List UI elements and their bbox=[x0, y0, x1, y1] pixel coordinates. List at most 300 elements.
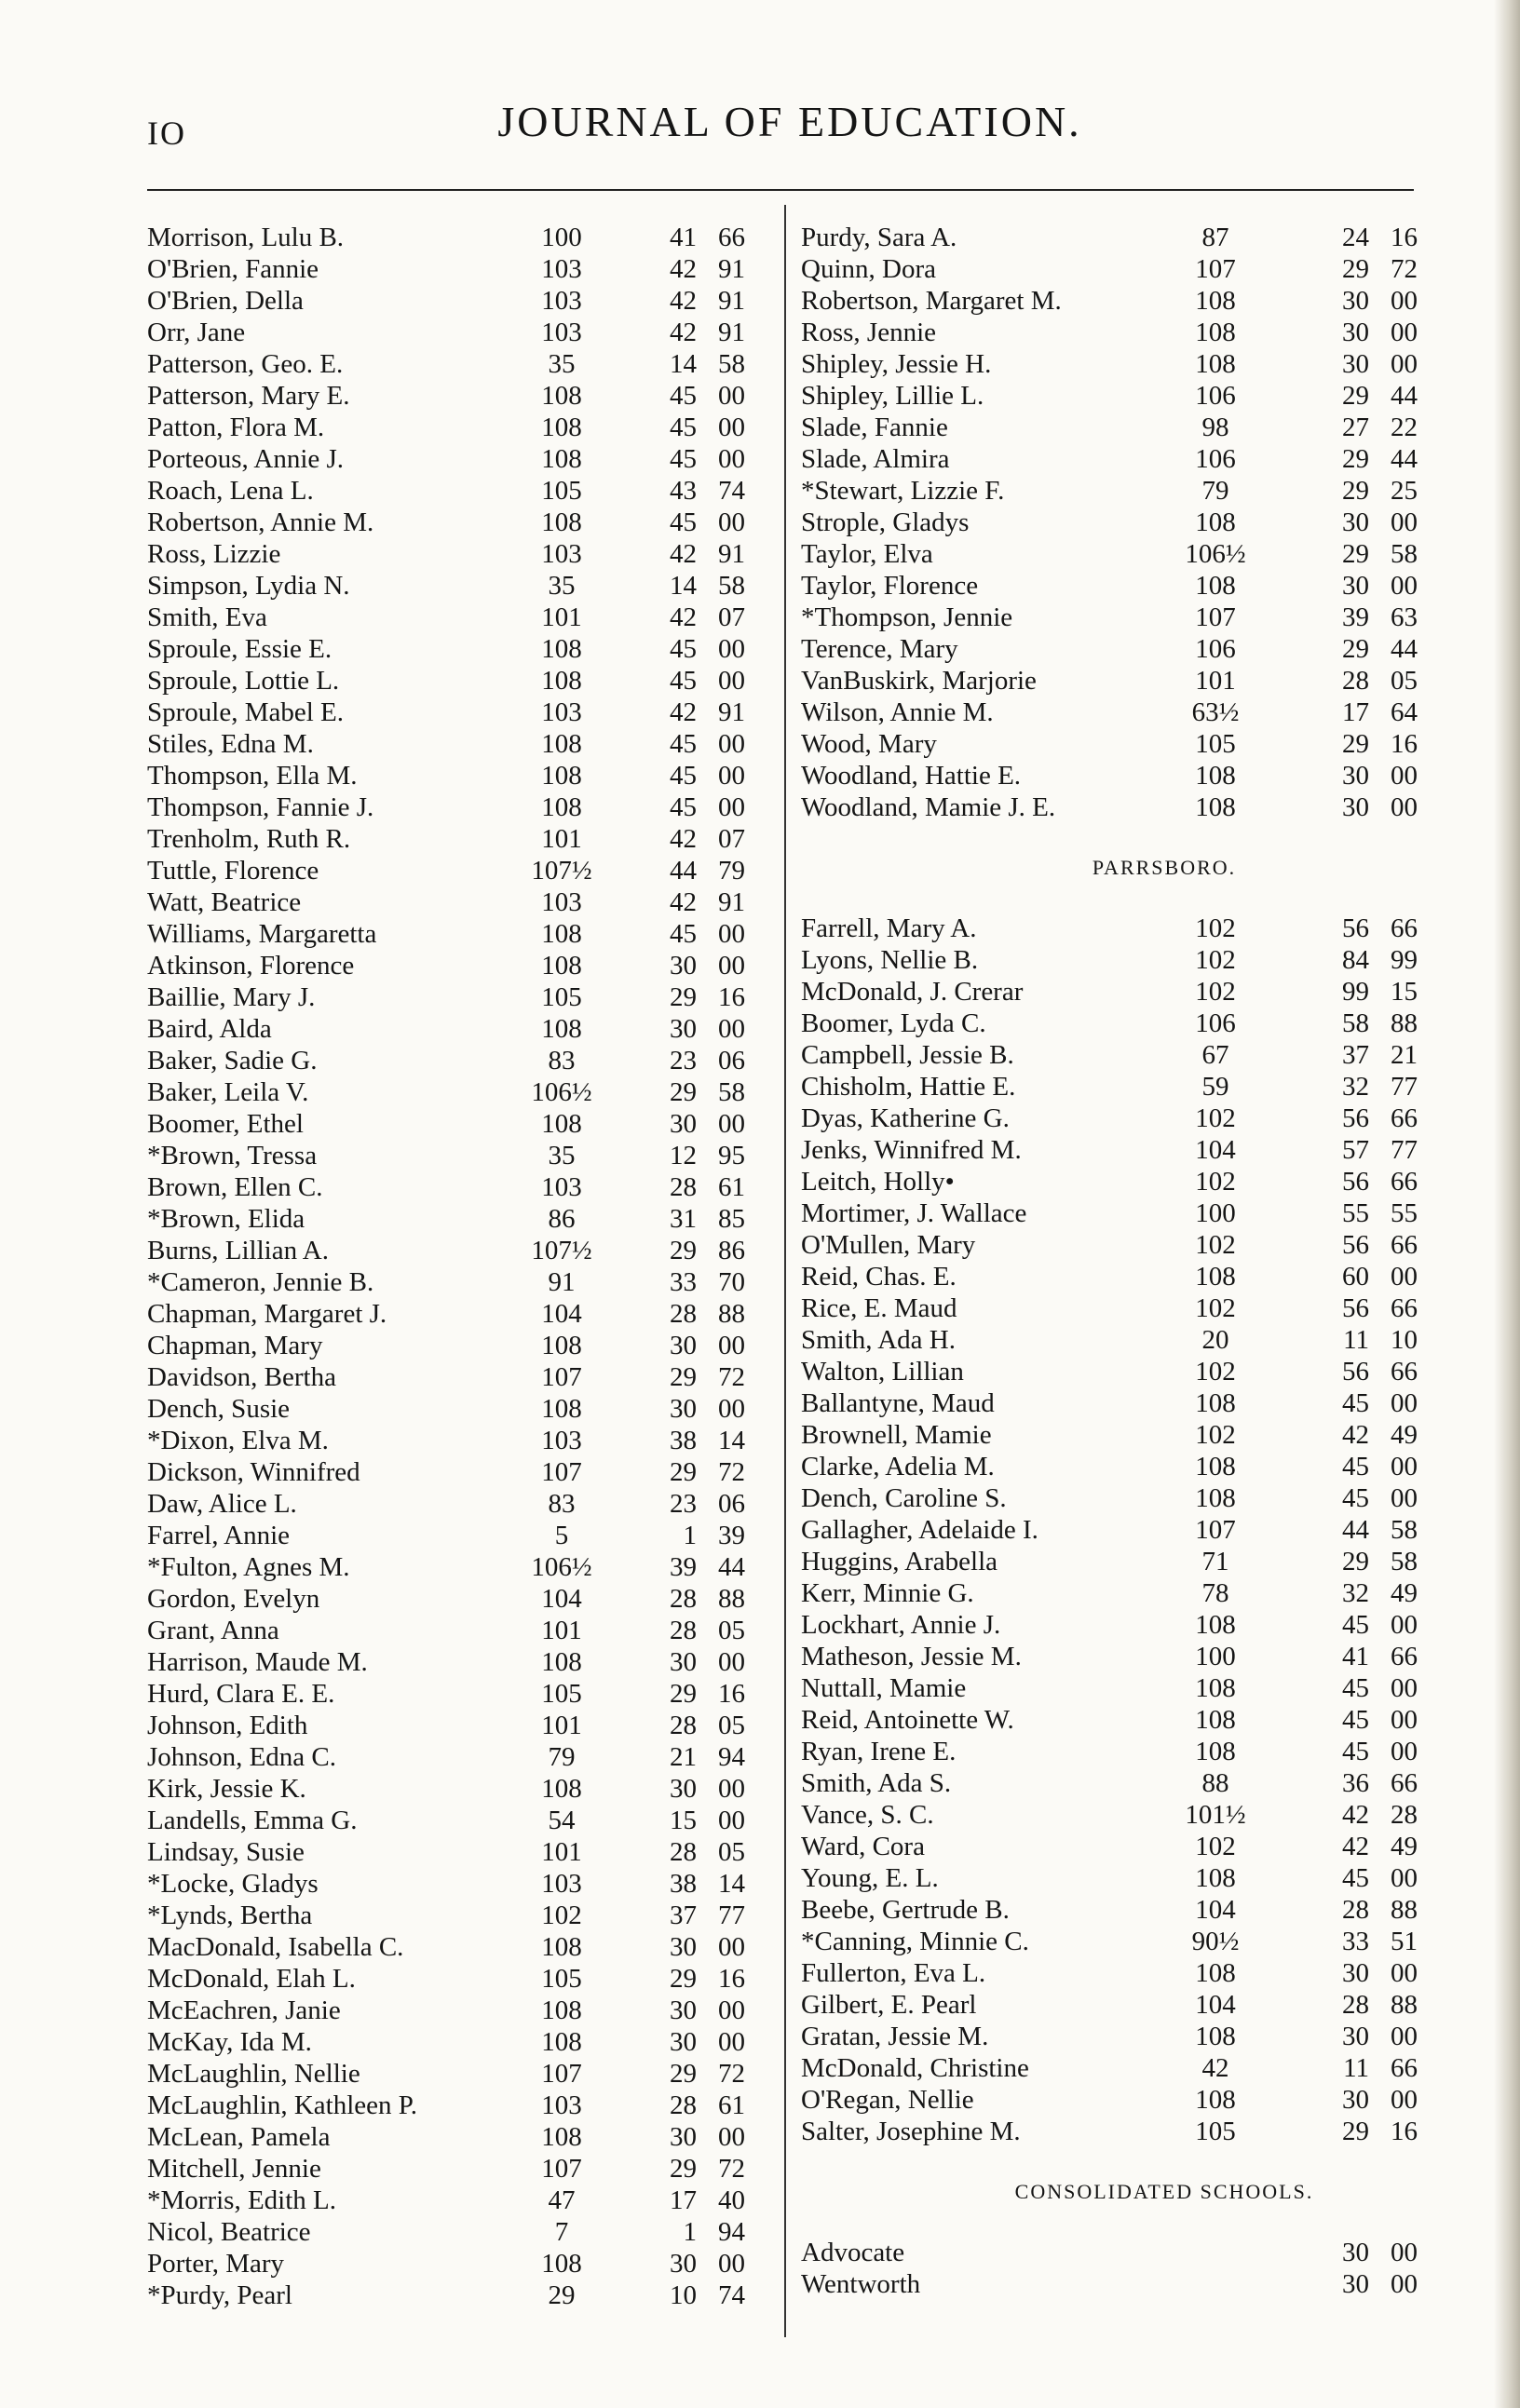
teacher-name: Woodland, Mamie J. E. bbox=[801, 792, 1056, 822]
days-taught: 108 bbox=[1195, 1483, 1236, 1513]
grant-cents: 44 bbox=[718, 1552, 745, 1582]
grant-dollars: 58 bbox=[1342, 1008, 1369, 1038]
grant-dollars: 56 bbox=[1342, 913, 1369, 943]
grant-cents: 72 bbox=[718, 2059, 745, 2089]
table-row bbox=[801, 913, 1453, 944]
grant-cents: 00 bbox=[1391, 1737, 1418, 1766]
grant-cents: 00 bbox=[1391, 1388, 1418, 1418]
days-taught: 108 bbox=[1195, 792, 1236, 822]
teacher-name: Salter, Josephine M. bbox=[801, 2117, 1021, 2146]
table-row bbox=[801, 791, 1453, 823]
teacher-name: Baird, Alda bbox=[147, 1014, 272, 1044]
grant-cents: 16 bbox=[1391, 223, 1418, 252]
grant-cents: 00 bbox=[1391, 286, 1418, 316]
teacher-name: Reid, Chas. E. bbox=[801, 1262, 957, 1292]
days-taught: 101 bbox=[541, 1616, 582, 1645]
grant-dollars: 44 bbox=[670, 856, 697, 886]
grant-dollars: 29 bbox=[670, 2059, 697, 2089]
table-row bbox=[147, 2121, 780, 2153]
teacher-name: Porteous, Annie J. bbox=[147, 444, 345, 474]
days-taught: 20 bbox=[1201, 1325, 1229, 1355]
grant-dollars: 30 bbox=[670, 1394, 697, 1424]
grant-dollars: 56 bbox=[1342, 1167, 1369, 1197]
table-row bbox=[147, 1330, 780, 1361]
grant-cents: 00 bbox=[718, 951, 745, 981]
teacher-name: Chisholm, Hattie E. bbox=[801, 1072, 1016, 1102]
days-taught: 105 bbox=[1195, 729, 1236, 759]
table-row bbox=[147, 1773, 780, 1805]
table-row bbox=[147, 1741, 780, 1773]
teacher-name: Mortimer, J. Wallace bbox=[801, 1198, 1027, 1228]
grant-cents: 05 bbox=[718, 1711, 745, 1740]
grant-cents: 77 bbox=[1391, 1072, 1418, 1102]
grant-dollars: 30 bbox=[1342, 349, 1369, 379]
days-taught: 108 bbox=[541, 2249, 582, 2279]
table-row bbox=[801, 1071, 1453, 1103]
days-taught: 101 bbox=[541, 1837, 582, 1867]
table-row bbox=[147, 1678, 780, 1710]
teacher-name: O'Brien, Fannie bbox=[147, 254, 319, 284]
days-taught: 108 bbox=[1195, 1863, 1236, 1893]
days-taught: 79 bbox=[548, 1742, 576, 1772]
grant-dollars: 43 bbox=[670, 476, 697, 506]
table-row bbox=[801, 2052, 1453, 2084]
grant-dollars: 1 bbox=[683, 1521, 697, 1550]
teacher-name: Campbell, Jessie B. bbox=[801, 1040, 1014, 1070]
days-taught: 35 bbox=[548, 349, 576, 379]
grant-dollars: 42 bbox=[670, 254, 697, 284]
teacher-name: Woodland, Hattie E. bbox=[801, 761, 1022, 791]
table-row bbox=[147, 823, 780, 855]
grant-cents: 74 bbox=[718, 476, 745, 506]
days-taught: 79 bbox=[1201, 476, 1229, 506]
section-heading-parrsboro: PARRSBORO. bbox=[1092, 856, 1237, 879]
table-row bbox=[147, 222, 780, 253]
days-taught: 106 bbox=[1195, 444, 1236, 474]
table-row bbox=[801, 222, 1453, 253]
grant-cents: 22 bbox=[1391, 413, 1418, 442]
grant-cents: 72 bbox=[718, 2154, 745, 2184]
grant-cents: 00 bbox=[718, 1932, 745, 1962]
table-row bbox=[801, 570, 1453, 602]
days-taught: 102 bbox=[541, 1901, 582, 1930]
days-taught: 107 bbox=[541, 1457, 582, 1487]
table-row bbox=[801, 1039, 1453, 1071]
days-taught: 108 bbox=[1195, 1958, 1236, 1988]
grant-cents: 16 bbox=[1391, 729, 1418, 759]
table-row bbox=[801, 1387, 1453, 1419]
grant-cents: 77 bbox=[1391, 1135, 1418, 1165]
grant-dollars: 41 bbox=[1342, 1642, 1369, 1671]
teacher-name: *Purdy, Pearl bbox=[147, 2280, 292, 2310]
grant-dollars: 42 bbox=[670, 539, 697, 569]
teacher-name: Williams, Margaretta bbox=[147, 919, 377, 949]
days-taught: 108 bbox=[1195, 318, 1236, 347]
days-taught: 108 bbox=[1195, 1610, 1236, 1640]
teacher-name: Landells, Emma G. bbox=[147, 1806, 358, 1835]
table-row bbox=[147, 412, 780, 443]
teacher-name: Daw, Alice L. bbox=[147, 1489, 297, 1519]
grant-dollars: 31 bbox=[670, 1204, 697, 1234]
days-taught: 108 bbox=[541, 1109, 582, 1139]
teacher-name: Ross, Jennie bbox=[801, 318, 936, 347]
grant-dollars: 45 bbox=[1342, 1863, 1369, 1893]
days-taught: 102 bbox=[1195, 1420, 1236, 1450]
days-taught: 47 bbox=[548, 2185, 576, 2215]
table-row bbox=[147, 380, 780, 412]
grant-cents: 00 bbox=[718, 1806, 745, 1835]
days-taught: 104 bbox=[541, 1299, 582, 1329]
grant-dollars: 1 bbox=[683, 2217, 697, 2247]
days-taught: 104 bbox=[1195, 1990, 1236, 2020]
table-row bbox=[147, 665, 780, 697]
grant-cents: 40 bbox=[718, 2185, 745, 2215]
table-row bbox=[147, 2279, 780, 2311]
teacher-name: McLaughlin, Nellie bbox=[147, 2059, 360, 2089]
grant-cents: 00 bbox=[1391, 1958, 1418, 1988]
grant-dollars: 17 bbox=[670, 2185, 697, 2215]
days-taught: 101 bbox=[1195, 666, 1236, 696]
table-row bbox=[147, 1615, 780, 1646]
table-row bbox=[801, 1197, 1453, 1229]
days-taught: 106½ bbox=[531, 1552, 592, 1582]
grant-dollars: 29 bbox=[670, 1457, 697, 1487]
grant-dollars: 55 bbox=[1342, 1198, 1369, 1228]
days-taught: 108 bbox=[541, 666, 582, 696]
teacher-name: Johnson, Edna C. bbox=[147, 1742, 336, 1772]
grant-dollars: 37 bbox=[1342, 1040, 1369, 1070]
teacher-name: Sproule, Essie E. bbox=[147, 634, 332, 664]
grant-dollars: 60 bbox=[1342, 1262, 1369, 1292]
header-rule bbox=[147, 189, 1414, 191]
table-row bbox=[147, 791, 780, 823]
table-row bbox=[147, 253, 780, 285]
table-row bbox=[147, 886, 780, 918]
table-row bbox=[147, 475, 780, 507]
grant-cents: 00 bbox=[718, 381, 745, 411]
days-taught: 5 bbox=[554, 1521, 569, 1550]
grant-dollars: 28 bbox=[670, 1711, 697, 1740]
days-taught: 103 bbox=[541, 254, 582, 284]
grant-dollars: 30 bbox=[1342, 507, 1369, 537]
grant-dollars: 42 bbox=[670, 286, 697, 316]
journal-title: JOURNAL OF EDUCATION. bbox=[497, 98, 1082, 145]
teacher-name: O'Mullen, Mary bbox=[801, 1230, 976, 1260]
teacher-name: Roach, Lena L. bbox=[147, 476, 314, 506]
table-row bbox=[147, 317, 780, 348]
grant-cents: 00 bbox=[1391, 1863, 1418, 1893]
grant-dollars: 39 bbox=[1342, 602, 1369, 632]
days-taught: 104 bbox=[1195, 1895, 1236, 1925]
table-row bbox=[147, 1805, 780, 1836]
table-row bbox=[147, 443, 780, 475]
teacher-name: *Brown, Tressa bbox=[147, 1141, 318, 1170]
teacher-name: Patterson, Geo. E. bbox=[147, 349, 344, 379]
days-taught: 102 bbox=[1195, 1167, 1236, 1197]
table-row bbox=[147, 2090, 780, 2121]
teacher-name: Lindsay, Susie bbox=[147, 1837, 305, 1867]
table-row bbox=[801, 728, 1453, 760]
teacher-name: Brownell, Mamie bbox=[801, 1420, 992, 1450]
grant-dollars: 30 bbox=[1342, 1958, 1369, 1988]
grant-cents: 14 bbox=[718, 1869, 745, 1899]
grant-dollars: 30 bbox=[1342, 286, 1369, 316]
days-taught: 103 bbox=[541, 318, 582, 347]
grant-cents: 58 bbox=[718, 571, 745, 601]
days-taught: 59 bbox=[1201, 1072, 1229, 1102]
grant-cents: 66 bbox=[1391, 1768, 1418, 1798]
teacher-name: Young, E. L. bbox=[801, 1863, 939, 1893]
grant-dollars: 30 bbox=[670, 1932, 697, 1962]
table-row bbox=[801, 1324, 1453, 1356]
grant-cents: 72 bbox=[718, 1457, 745, 1487]
grant-cents: 61 bbox=[718, 2090, 745, 2120]
teacher-name: Jenks, Winnifred M. bbox=[801, 1135, 1022, 1165]
table-row bbox=[801, 633, 1453, 665]
grant-cents: 00 bbox=[1391, 1673, 1418, 1703]
days-taught: 35 bbox=[548, 1141, 576, 1170]
grant-cents: 16 bbox=[1391, 2117, 1418, 2146]
teacher-name: Terence, Mary bbox=[801, 634, 958, 664]
grant-dollars: 29 bbox=[1342, 2117, 1369, 2146]
teacher-name: McEachren, Janie bbox=[147, 1995, 341, 2025]
days-taught: 105 bbox=[541, 1679, 582, 1709]
grant-cents: 06 bbox=[718, 1489, 745, 1519]
grant-dollars: 42 bbox=[670, 318, 697, 347]
grant-cents: 66 bbox=[1391, 1167, 1418, 1197]
days-taught: 108 bbox=[541, 729, 582, 759]
teacher-name: Lyons, Nellie B. bbox=[801, 945, 979, 975]
grant-cents: 51 bbox=[1391, 1927, 1418, 1956]
grant-cents: 16 bbox=[718, 982, 745, 1012]
table-row bbox=[147, 1298, 780, 1330]
table-row bbox=[147, 538, 780, 570]
grant-cents: 66 bbox=[1391, 913, 1418, 943]
teacher-name: McLaughlin, Kathleen P. bbox=[147, 2090, 417, 2120]
teacher-name: McDonald, J. Crerar bbox=[801, 977, 1024, 1007]
teacher-name: Quinn, Dora bbox=[801, 254, 936, 284]
grant-dollars: 42 bbox=[1342, 1420, 1369, 1450]
teacher-name: McDonald, Christine bbox=[801, 2053, 1029, 2083]
grant-dollars: 38 bbox=[670, 1426, 697, 1455]
grant-cents: 58 bbox=[1391, 539, 1418, 569]
table-row bbox=[147, 1361, 780, 1393]
table-row bbox=[147, 1456, 780, 1488]
grant-cents: 00 bbox=[718, 1647, 745, 1677]
teacher-name: McLean, Pamela bbox=[147, 2122, 331, 2152]
grant-dollars: 39 bbox=[670, 1552, 697, 1582]
grant-dollars: 29 bbox=[1342, 444, 1369, 474]
grant-cents: 00 bbox=[1391, 1610, 1418, 1640]
days-taught: 100 bbox=[541, 223, 582, 252]
table-row bbox=[147, 1425, 780, 1456]
grant-cents: 00 bbox=[718, 2122, 745, 2152]
grant-dollars: 17 bbox=[1342, 697, 1369, 727]
days-taught: 102 bbox=[1195, 1832, 1236, 1861]
table-row bbox=[801, 348, 1453, 380]
grant-cents: 05 bbox=[718, 1837, 745, 1867]
grant-cents: 86 bbox=[718, 1236, 745, 1265]
days-taught: 108 bbox=[541, 1014, 582, 1044]
grant-dollars: 30 bbox=[1342, 2085, 1369, 2115]
teacher-name: Mitchell, Jennie bbox=[147, 2154, 321, 2184]
teacher-name: Ross, Lizzie bbox=[147, 539, 281, 569]
teacher-name: Robertson, Margaret M. bbox=[801, 286, 1062, 316]
grant-cents: 00 bbox=[1391, 761, 1418, 791]
grant-dollars: 45 bbox=[1342, 1673, 1369, 1703]
grant-cents: 66 bbox=[1391, 1642, 1418, 1671]
table-row bbox=[147, 1108, 780, 1140]
table-row bbox=[801, 2237, 1453, 2268]
teacher-name: *Brown, Elida bbox=[147, 1204, 305, 1234]
grant-cents: 55 bbox=[1391, 1198, 1418, 1228]
days-taught: 108 bbox=[1195, 761, 1236, 791]
days-taught: 106 bbox=[1195, 381, 1236, 411]
grant-cents: 39 bbox=[718, 1521, 745, 1550]
days-taught: 105 bbox=[541, 476, 582, 506]
grant-dollars: 29 bbox=[670, 1964, 697, 1994]
teacher-name: Johnson, Edith bbox=[147, 1711, 308, 1740]
days-taught: 108 bbox=[1195, 286, 1236, 316]
table-row bbox=[147, 1646, 780, 1678]
grant-cents: 58 bbox=[1391, 1515, 1418, 1545]
days-taught: 107 bbox=[1195, 602, 1236, 632]
grant-dollars: 30 bbox=[670, 2249, 697, 2279]
table-row bbox=[147, 1045, 780, 1076]
grant-dollars: 56 bbox=[1342, 1103, 1369, 1133]
teacher-name: Boomer, Lyda C. bbox=[801, 1008, 986, 1038]
grant-cents: 00 bbox=[718, 1331, 745, 1360]
days-taught: 102 bbox=[1195, 1357, 1236, 1387]
table-row bbox=[147, 1140, 780, 1171]
grant-cents: 00 bbox=[1391, 1262, 1418, 1292]
grant-dollars: 27 bbox=[1342, 413, 1369, 442]
grant-cents: 70 bbox=[718, 1267, 745, 1297]
days-taught: 102 bbox=[1195, 1293, 1236, 1323]
grant-dollars: 28 bbox=[670, 1172, 697, 1202]
table-row bbox=[147, 602, 780, 633]
days-taught: 106½ bbox=[531, 1077, 592, 1107]
days-taught: 102 bbox=[1195, 913, 1236, 943]
table-row bbox=[147, 760, 780, 791]
days-taught: 101 bbox=[541, 824, 582, 854]
days-taught: 29 bbox=[548, 2280, 576, 2310]
table-row bbox=[147, 1235, 780, 1266]
grant-cents: 94 bbox=[718, 1742, 745, 1772]
teacher-name: Fullerton, Eva L. bbox=[801, 1958, 986, 1988]
days-taught: 86 bbox=[548, 1204, 576, 1234]
grant-cents: 99 bbox=[1391, 945, 1418, 975]
grant-dollars: 23 bbox=[670, 1046, 697, 1075]
teacher-name: Smith, Ada H. bbox=[801, 1325, 956, 1355]
teacher-name: Sproule, Mabel E. bbox=[147, 697, 345, 727]
teacher-name: Huggins, Arabella bbox=[801, 1547, 998, 1576]
days-taught: 108 bbox=[541, 507, 582, 537]
days-taught: 108 bbox=[541, 1774, 582, 1804]
teacher-name: Wilson, Annie M. bbox=[801, 697, 994, 727]
grant-dollars: 45 bbox=[670, 634, 697, 664]
grant-dollars: 42 bbox=[670, 697, 697, 727]
teacher-name: Smith, Eva bbox=[147, 602, 267, 632]
grant-cents: 10 bbox=[1391, 1325, 1418, 1355]
teacher-name: Harrison, Maude M. bbox=[147, 1647, 368, 1677]
table-row bbox=[147, 950, 780, 981]
teacher-name: Brown, Ellen C. bbox=[147, 1172, 323, 1202]
teacher-name: Boomer, Ethel bbox=[147, 1109, 304, 1139]
teacher-name: Strople, Gladys bbox=[801, 507, 970, 537]
days-taught: 108 bbox=[541, 1932, 582, 1962]
days-taught: 107 bbox=[1195, 254, 1236, 284]
teacher-name: Dickson, Winnifred bbox=[147, 1457, 360, 1487]
table-row bbox=[147, 2058, 780, 2090]
days-taught: 108 bbox=[1195, 571, 1236, 601]
days-taught: 103 bbox=[541, 1869, 582, 1899]
grant-cents: 00 bbox=[1391, 571, 1418, 601]
grant-cents: 07 bbox=[718, 602, 745, 632]
teacher-name: Ward, Cora bbox=[801, 1832, 925, 1861]
teacher-name: Wood, Mary bbox=[801, 729, 937, 759]
table-row bbox=[801, 253, 1453, 285]
days-taught: 102 bbox=[1195, 1230, 1236, 1260]
grant-dollars: 45 bbox=[670, 444, 697, 474]
grant-dollars: 29 bbox=[1342, 1547, 1369, 1576]
grant-cents: 00 bbox=[1391, 349, 1418, 379]
table-row bbox=[801, 1166, 1453, 1197]
teacher-name: Simpson, Lydia N. bbox=[147, 571, 350, 601]
table-row bbox=[801, 475, 1453, 507]
grant-cents: 00 bbox=[718, 2027, 745, 2057]
grant-dollars: 29 bbox=[1342, 254, 1369, 284]
teacher-name: Baker, Leila V. bbox=[147, 1077, 309, 1107]
grant-cents: 94 bbox=[718, 2217, 745, 2247]
teacher-name: Robertson, Annie M. bbox=[147, 507, 374, 537]
table-row bbox=[801, 507, 1453, 538]
table-row bbox=[801, 1672, 1453, 1704]
grant-dollars: 10 bbox=[670, 2280, 697, 2310]
grant-dollars: 42 bbox=[670, 602, 697, 632]
days-taught: 108 bbox=[1195, 1737, 1236, 1766]
table-row bbox=[801, 2021, 1453, 2052]
teacher-name: Wentworth bbox=[801, 2269, 921, 2299]
teacher-name: *Thompson, Jennie bbox=[801, 602, 1013, 632]
teacher-name: Walton, Lillian bbox=[801, 1357, 964, 1387]
grant-dollars: 45 bbox=[670, 507, 697, 537]
days-taught: 98 bbox=[1201, 413, 1229, 442]
grant-dollars: 45 bbox=[1342, 1452, 1369, 1481]
teacher-name: McDonald, Elah L. bbox=[147, 1964, 356, 1994]
grant-dollars: 28 bbox=[670, 1584, 697, 1614]
teacher-name: Kerr, Minnie G. bbox=[801, 1578, 974, 1608]
grant-dollars: 30 bbox=[670, 1995, 697, 2025]
teacher-name: Taylor, Florence bbox=[801, 571, 979, 601]
table-row bbox=[147, 1836, 780, 1868]
grant-cents: 88 bbox=[1391, 1008, 1418, 1038]
grant-cents: 21 bbox=[1391, 1040, 1418, 1070]
grant-dollars: 45 bbox=[670, 413, 697, 442]
teacher-name: Stiles, Edna M. bbox=[147, 729, 314, 759]
teacher-name: Gallagher, Adelaide I. bbox=[801, 1515, 1038, 1545]
teacher-name: Purdy, Sara A. bbox=[801, 223, 957, 252]
days-taught: 108 bbox=[1195, 1673, 1236, 1703]
teacher-name: Trenholm, Ruth R. bbox=[147, 824, 351, 854]
grant-dollars: 57 bbox=[1342, 1135, 1369, 1165]
table-row bbox=[147, 2185, 780, 2216]
days-taught: 103 bbox=[541, 697, 582, 727]
grant-cents: 00 bbox=[1391, 1705, 1418, 1735]
teacher-name: *Locke, Gladys bbox=[147, 1869, 319, 1899]
grant-cents: 72 bbox=[718, 1362, 745, 1392]
teacher-name: Shipley, Lillie L. bbox=[801, 381, 984, 411]
